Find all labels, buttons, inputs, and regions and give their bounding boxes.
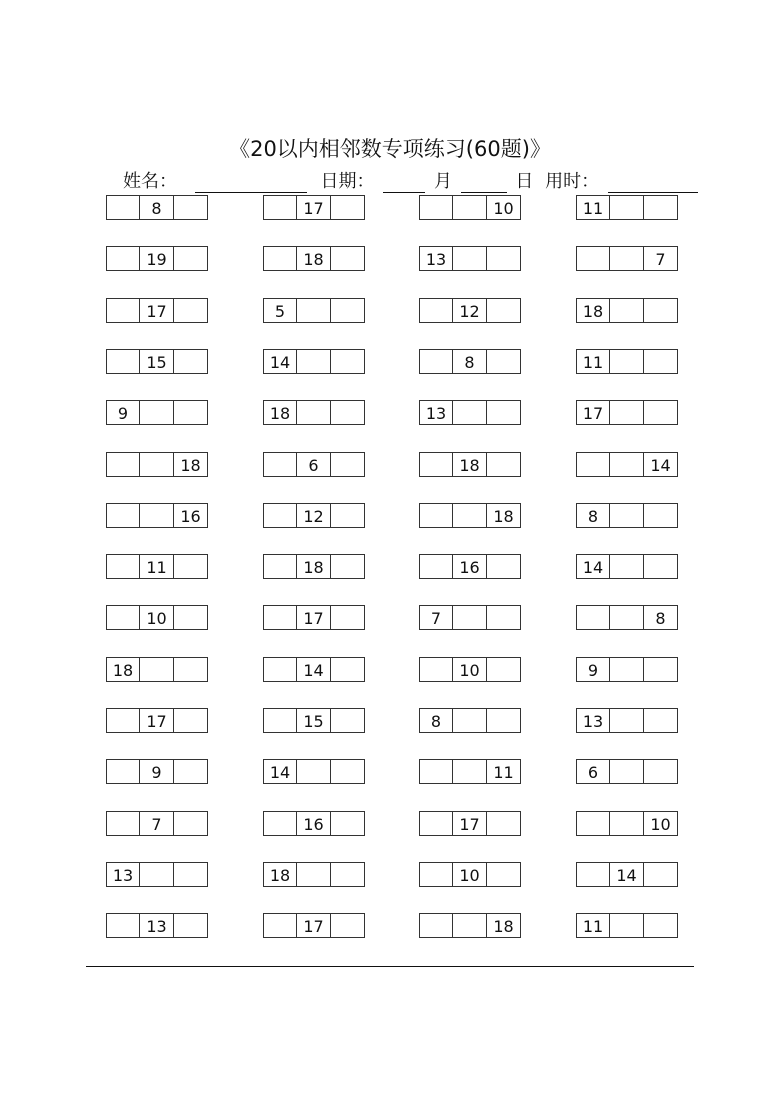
answer-box[interactable] — [140, 657, 174, 682]
given-number-box: 18 — [487, 913, 521, 938]
answer-box[interactable] — [644, 913, 678, 938]
answer-box[interactable] — [297, 349, 331, 374]
number-sequence-item — [576, 452, 678, 477]
answer-box[interactable] — [140, 862, 174, 887]
given-number-box: 9 — [106, 400, 140, 425]
given-number-box: 6 — [297, 452, 331, 477]
day-blank[interactable] — [461, 172, 507, 193]
answer-box[interactable] — [419, 503, 453, 528]
number-sequence-item — [576, 400, 678, 425]
answer-box[interactable] — [419, 759, 453, 784]
answer-box[interactable] — [106, 759, 140, 784]
given-number-box: 10 — [453, 862, 487, 887]
given-number-box: 8 — [644, 605, 678, 630]
number-sequence-item — [576, 657, 678, 682]
answer-box[interactable] — [419, 452, 453, 477]
number-sequence-item — [419, 759, 521, 784]
answer-box[interactable] — [297, 298, 331, 323]
given-number-box: 9 — [576, 657, 610, 682]
number-sequence-item — [263, 452, 365, 477]
given-number-box: 17 — [140, 298, 174, 323]
given-number-box: 13 — [419, 400, 453, 425]
number-sequence-item — [263, 811, 365, 836]
given-number-box: 14 — [610, 862, 644, 887]
answer-box[interactable] — [453, 195, 487, 220]
number-sequence-item — [263, 759, 365, 784]
answer-box[interactable] — [263, 657, 297, 682]
answer-box[interactable] — [263, 605, 297, 630]
answer-box[interactable] — [331, 862, 365, 887]
given-number-box: 14 — [644, 452, 678, 477]
time-label: 用时： — [545, 171, 600, 192]
answer-box[interactable] — [610, 452, 644, 477]
given-number-box: 15 — [140, 349, 174, 374]
answer-box[interactable] — [331, 759, 365, 784]
answer-box[interactable] — [331, 195, 365, 220]
number-sequence-item — [263, 913, 365, 938]
answer-box[interactable] — [487, 298, 521, 323]
answer-box[interactable] — [174, 400, 208, 425]
number-sequence-item — [106, 246, 208, 271]
given-number-box: 18 — [297, 554, 331, 579]
given-number-box: 6 — [576, 759, 610, 784]
number-sequence-item — [576, 298, 678, 323]
number-sequence-item — [106, 862, 208, 887]
answer-box[interactable] — [331, 400, 365, 425]
answer-box[interactable] — [106, 554, 140, 579]
answer-box[interactable] — [174, 913, 208, 938]
given-number-box: 12 — [297, 503, 331, 528]
number-sequence-item — [419, 913, 521, 938]
given-number-box: 13 — [419, 246, 453, 271]
given-number-box: 11 — [487, 759, 521, 784]
number-sequence-item — [106, 605, 208, 630]
answer-box[interactable] — [644, 554, 678, 579]
answer-box[interactable] — [297, 862, 331, 887]
answer-box[interactable] — [106, 913, 140, 938]
number-sequence-item — [576, 554, 678, 579]
given-number-box: 11 — [576, 913, 610, 938]
answer-box[interactable] — [610, 246, 644, 271]
answer-box[interactable] — [263, 195, 297, 220]
answer-box[interactable] — [487, 452, 521, 477]
answer-box[interactable] — [644, 862, 678, 887]
answer-box[interactable] — [453, 605, 487, 630]
given-number-box: 14 — [576, 554, 610, 579]
answer-box[interactable] — [487, 811, 521, 836]
month-blank[interactable] — [383, 172, 425, 193]
answer-box[interactable] — [263, 452, 297, 477]
answer-box[interactable] — [453, 708, 487, 733]
given-number-box: 8 — [419, 708, 453, 733]
answer-box[interactable] — [487, 605, 521, 630]
number-sequence-item — [419, 349, 521, 374]
answer-box[interactable] — [487, 708, 521, 733]
answer-box[interactable] — [419, 811, 453, 836]
answer-box[interactable] — [610, 605, 644, 630]
given-number-box: 14 — [263, 349, 297, 374]
given-number-box: 17 — [453, 811, 487, 836]
given-number-box: 7 — [419, 605, 453, 630]
given-number-box: 10 — [487, 195, 521, 220]
number-sequence-item — [419, 503, 521, 528]
student-info-line — [123, 167, 701, 193]
number-sequence-item — [263, 554, 365, 579]
answer-box[interactable] — [331, 913, 365, 938]
answer-box[interactable] — [576, 862, 610, 887]
given-number-box: 18 — [106, 657, 140, 682]
given-number-box: 8 — [576, 503, 610, 528]
answer-box[interactable] — [174, 605, 208, 630]
answer-box[interactable] — [610, 349, 644, 374]
answer-box[interactable] — [106, 452, 140, 477]
answer-box[interactable] — [610, 195, 644, 220]
answer-box[interactable] — [610, 759, 644, 784]
answer-box[interactable] — [174, 708, 208, 733]
answer-box[interactable] — [644, 400, 678, 425]
answer-box[interactable] — [610, 554, 644, 579]
number-sequence-item — [576, 759, 678, 784]
given-number-box: 18 — [263, 400, 297, 425]
answer-box[interactable] — [610, 400, 644, 425]
answer-box[interactable] — [419, 657, 453, 682]
name-label: 姓名： — [123, 171, 177, 192]
number-sequence-item — [419, 657, 521, 682]
answer-box[interactable] — [140, 452, 174, 477]
number-sequence-item — [576, 862, 678, 887]
given-number-box: 17 — [297, 913, 331, 938]
given-number-box: 5 — [263, 298, 297, 323]
number-sequence-item — [419, 246, 521, 271]
answer-box[interactable] — [174, 862, 208, 887]
time-blank[interactable] — [608, 172, 698, 193]
answer-box[interactable] — [263, 811, 297, 836]
given-number-box: 15 — [297, 708, 331, 733]
date-label: 日期： — [320, 171, 375, 192]
number-sequence-item — [576, 349, 678, 374]
given-number-box: 10 — [140, 605, 174, 630]
number-sequence-item — [106, 195, 208, 220]
number-sequence-item — [419, 452, 521, 477]
number-sequence-item — [263, 708, 365, 733]
number-sequence-item — [106, 400, 208, 425]
answer-box[interactable] — [453, 400, 487, 425]
number-sequence-item — [263, 503, 365, 528]
answer-box[interactable] — [263, 913, 297, 938]
answer-box[interactable] — [453, 246, 487, 271]
answer-box[interactable] — [610, 811, 644, 836]
given-number-box: 17 — [576, 400, 610, 425]
answer-box[interactable] — [331, 246, 365, 271]
given-number-box: 18 — [263, 862, 297, 887]
answer-box[interactable] — [106, 708, 140, 733]
answer-box[interactable] — [331, 452, 365, 477]
answer-box[interactable] — [419, 349, 453, 374]
number-sequence-item — [263, 400, 365, 425]
number-sequence-item — [576, 913, 678, 938]
answer-box[interactable] — [106, 298, 140, 323]
answer-box[interactable] — [174, 349, 208, 374]
number-sequence-item — [106, 811, 208, 836]
given-number-box: 17 — [297, 195, 331, 220]
number-sequence-item — [419, 862, 521, 887]
answer-box[interactable] — [419, 554, 453, 579]
number-sequence-item — [263, 605, 365, 630]
answer-box[interactable] — [576, 246, 610, 271]
answer-box[interactable] — [140, 400, 174, 425]
answer-box[interactable] — [331, 298, 365, 323]
given-number-box: 11 — [140, 554, 174, 579]
given-number-box: 17 — [140, 708, 174, 733]
number-sequence-item — [106, 913, 208, 938]
answer-box[interactable] — [106, 246, 140, 271]
given-number-box: 18 — [174, 452, 208, 477]
number-sequence-item — [419, 400, 521, 425]
given-number-box: 11 — [576, 195, 610, 220]
number-sequence-item — [576, 811, 678, 836]
number-sequence-item — [576, 605, 678, 630]
given-number-box: 18 — [576, 298, 610, 323]
given-number-box: 8 — [453, 349, 487, 374]
number-sequence-item — [419, 554, 521, 579]
given-number-box: 13 — [106, 862, 140, 887]
answer-box[interactable] — [174, 554, 208, 579]
given-number-box: 8 — [140, 195, 174, 220]
number-sequence-item — [106, 349, 208, 374]
number-sequence-item — [419, 605, 521, 630]
answer-box[interactable] — [487, 862, 521, 887]
answer-box[interactable] — [174, 246, 208, 271]
answer-box[interactable] — [174, 811, 208, 836]
given-number-box: 10 — [453, 657, 487, 682]
answer-box[interactable] — [644, 298, 678, 323]
number-sequence-item — [419, 298, 521, 323]
answer-box[interactable] — [576, 605, 610, 630]
answer-box[interactable] — [106, 503, 140, 528]
answer-box[interactable] — [610, 503, 644, 528]
answer-box[interactable] — [263, 246, 297, 271]
answer-box[interactable] — [174, 657, 208, 682]
given-number-box: 14 — [263, 759, 297, 784]
number-sequence-item — [576, 195, 678, 220]
answer-box[interactable] — [174, 195, 208, 220]
number-sequence-item — [576, 708, 678, 733]
footer-divider — [86, 966, 694, 967]
answer-box[interactable] — [644, 708, 678, 733]
answer-box[interactable] — [487, 246, 521, 271]
answer-box[interactable] — [263, 708, 297, 733]
number-sequence-item — [263, 349, 365, 374]
number-sequence-item — [576, 503, 678, 528]
number-sequence-item — [106, 503, 208, 528]
answer-box[interactable] — [419, 913, 453, 938]
answer-box[interactable] — [644, 195, 678, 220]
answer-box[interactable] — [331, 605, 365, 630]
answer-box[interactable] — [419, 195, 453, 220]
answer-box[interactable] — [487, 554, 521, 579]
given-number-box: 10 — [644, 811, 678, 836]
answer-box[interactable] — [644, 759, 678, 784]
number-sequence-item — [263, 862, 365, 887]
given-number-box: 16 — [453, 554, 487, 579]
answer-box[interactable] — [106, 349, 140, 374]
answer-box[interactable] — [331, 657, 365, 682]
given-number-box: 19 — [140, 246, 174, 271]
given-number-box: 16 — [297, 811, 331, 836]
answer-box[interactable] — [331, 708, 365, 733]
number-sequence-item — [106, 452, 208, 477]
answer-box[interactable] — [331, 503, 365, 528]
given-number-box: 7 — [140, 811, 174, 836]
name-blank[interactable] — [195, 172, 307, 193]
number-sequence-item — [106, 657, 208, 682]
answer-box[interactable] — [644, 503, 678, 528]
answer-box[interactable] — [263, 503, 297, 528]
answer-box[interactable] — [297, 400, 331, 425]
number-sequence-item — [576, 246, 678, 271]
answer-box[interactable] — [576, 452, 610, 477]
answer-box[interactable] — [487, 657, 521, 682]
answer-box[interactable] — [644, 349, 678, 374]
given-number-box: 13 — [576, 708, 610, 733]
given-number-box: 12 — [453, 298, 487, 323]
given-number-box: 16 — [174, 503, 208, 528]
given-number-box: 13 — [140, 913, 174, 938]
number-sequence-item — [419, 195, 521, 220]
given-number-box: 14 — [297, 657, 331, 682]
answer-box[interactable] — [576, 811, 610, 836]
answer-box[interactable] — [174, 298, 208, 323]
answer-box[interactable] — [106, 605, 140, 630]
number-sequence-item — [419, 708, 521, 733]
given-number-box: 18 — [487, 503, 521, 528]
number-sequence-item — [263, 246, 365, 271]
answer-box[interactable] — [610, 913, 644, 938]
answer-box[interactable] — [106, 195, 140, 220]
answer-box[interactable] — [610, 657, 644, 682]
number-sequence-item — [263, 657, 365, 682]
answer-box[interactable] — [644, 657, 678, 682]
answer-box[interactable] — [487, 349, 521, 374]
answer-box[interactable] — [331, 554, 365, 579]
answer-box[interactable] — [263, 554, 297, 579]
number-sequence-item — [263, 298, 365, 323]
given-number-box: 7 — [644, 246, 678, 271]
given-number-box: 18 — [453, 452, 487, 477]
answer-box[interactable] — [419, 862, 453, 887]
answer-box[interactable] — [331, 811, 365, 836]
number-sequence-item — [419, 811, 521, 836]
number-sequence-item — [106, 298, 208, 323]
number-sequence-item — [263, 195, 365, 220]
answer-box[interactable] — [453, 503, 487, 528]
number-sequence-item — [106, 708, 208, 733]
answer-box[interactable] — [297, 759, 331, 784]
given-number-box: 9 — [140, 759, 174, 784]
answer-box[interactable] — [487, 400, 521, 425]
answer-box[interactable] — [140, 503, 174, 528]
worksheet-title: 《20以内相邻数专项练习(60题)》 — [229, 137, 551, 161]
answer-box[interactable] — [106, 811, 140, 836]
given-number-box: 11 — [576, 349, 610, 374]
number-sequence-item — [106, 759, 208, 784]
given-number-box: 18 — [297, 246, 331, 271]
answer-box[interactable] — [331, 349, 365, 374]
answer-box[interactable] — [610, 298, 644, 323]
given-number-box: 17 — [297, 605, 331, 630]
number-sequence-item — [106, 554, 208, 579]
answer-box[interactable] — [174, 759, 208, 784]
answer-box[interactable] — [453, 913, 487, 938]
month-label: 月 — [433, 171, 452, 192]
answer-box[interactable] — [453, 759, 487, 784]
day-label: 日 — [515, 171, 534, 192]
answer-box[interactable] — [419, 298, 453, 323]
answer-box[interactable] — [610, 708, 644, 733]
